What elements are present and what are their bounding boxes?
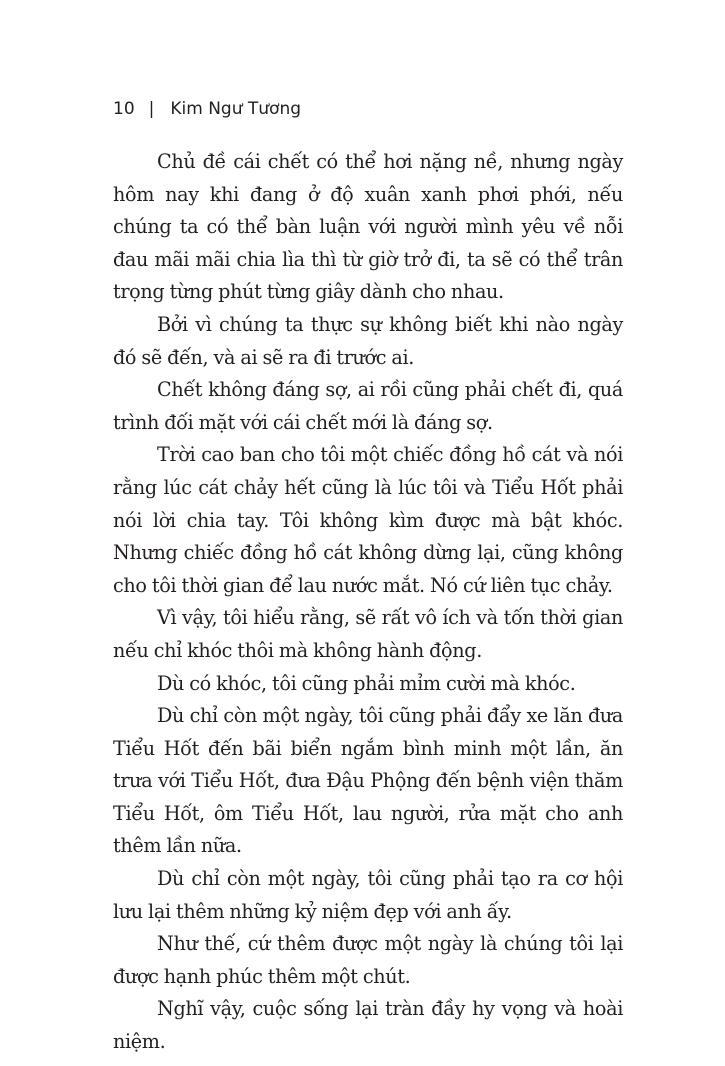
book-title: Kim Ngư Tương [170, 99, 302, 119]
paragraph: Dù chỉ còn một ngày, tôi cũng phải tạo ra cơ hội lưu lại thêm những kỷ niệm đẹp với anh ấy. [113, 867, 623, 923]
paragraph: Dù chỉ còn một ngày, tôi cũng phải đẩy xe lăn đưa Tiểu Hốt đến bãi biển ngắm bình minh một lần, ăn trưa với Tiểu Hốt, đưa Đậu Phộng đến bệnh viện thăm Tiểu Hốt, ôm Tiểu Hốt, lau người, rửa mặt cho anh thêm lần nữa. [113, 704, 623, 858]
body-text [113, 146, 623, 1059]
paragraph: Vì vậy, tôi hiểu rằng, sẽ rất vô ích và tốn thời gian nếu chỉ khóc thôi mà không hành động. [113, 606, 623, 662]
paragraph: Dù có khóc, tôi cũng phải mỉm cười mà khóc. [157, 671, 576, 695]
header-separator: | [148, 99, 155, 119]
paragraph: Trời cao ban cho tôi một chiếc đồng hồ cát và nói rằng lúc cát chảy hết cũng là lúc tôi và Tiểu Hốt phải nói lời chia tay. Tôi không kìm được mà bật khóc. Nhưng chiếc đồng hồ cát không dừng lại, cũng không cho tôi thời gian để lau nước mắt. Nó cứ liên tục chảy. [113, 443, 623, 597]
paragraph: Bởi vì chúng ta thực sự không biết khi nào ngày đó sẽ đến, và ai sẽ ra đi trước ai. [113, 312, 623, 369]
paragraph: Như thế, cứ thêm được một ngày là chúng tôi lại được hạnh phúc thêm một chút. [113, 932, 623, 988]
running-header [113, 97, 301, 121]
page-number: 10 [113, 99, 135, 119]
paragraph: Chủ đề cái chết có thể hơi nặng nề, nhưng ngày hôm nay khi đang ở độ xuân xanh phơi phới, nếu chúng ta có thể bàn luận với người mình yêu về nỗi đau mãi mãi chia lìa thì từ giờ trở đi, ta sẽ có thể trân trọng từng phút từng giây dành cho nhau. [113, 150, 623, 304]
paragraph: Chết không đáng sợ, ai rồi cũng phải chết đi, quá trình đối mặt với cái chết mới là đáng sợ. [113, 378, 623, 434]
paragraph: Nghĩ vậy, cuộc sống lại tràn đầy hy vọng và hoài niệm. [113, 997, 623, 1054]
